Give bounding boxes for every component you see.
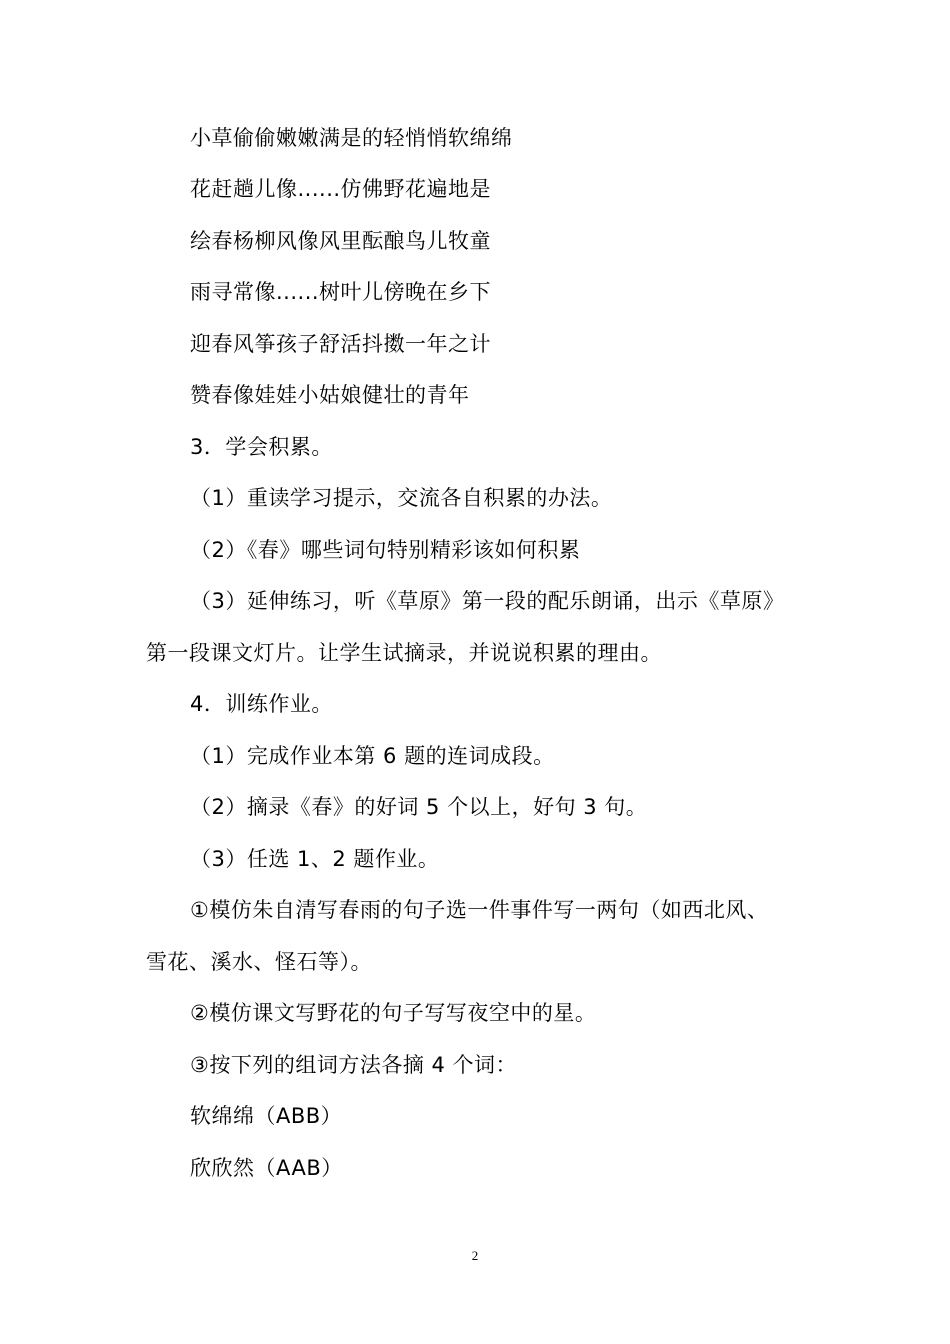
text-line: 第一段课文灯片。让学生试摘录，并说说积累的理由。 — [146, 641, 662, 665]
text-line: 小草偷偷嫩嫩满是的轻悄悄软绵绵 — [190, 126, 513, 150]
text-line: 赞春像娃娃小姑娘健壮的青年 — [190, 383, 470, 407]
text-line: 欣欣然（AAB） — [190, 1156, 343, 1180]
text-line: ③按下列的组词方法各摘 4 个词： — [190, 1053, 518, 1077]
text-line: ①模仿朱自清写春雨的句子选一件事件写一两句（如西北风、 — [190, 898, 769, 922]
text-line: （3）任选 1、2 题作业。 — [190, 847, 440, 871]
text-line: 花赶趟儿像......仿佛野花遍地是 — [190, 177, 492, 201]
text-line: （3）延伸练习，听《草原》第一段的配乐朗诵，出示《草原》 — [190, 589, 785, 613]
text-line: （1）重读学习提示，交流各自积累的办法。 — [190, 486, 613, 510]
text-line: 雪花、溪水、怪石等）。 — [146, 950, 372, 974]
text-line: 迎春风筝孩子舒活抖擞一年之计 — [190, 332, 491, 356]
text-line: （2）摘录《春》的好词 5 个以上，好句 3 句。 — [190, 795, 648, 819]
text-line: ②模仿课文写野花的句子写写夜空中的星。 — [190, 1001, 597, 1025]
page-number: 2 — [471, 1248, 479, 1263]
section-heading: 4．训练作业。 — [190, 692, 333, 716]
text-line: 绘春杨柳风像风里酝酿鸟儿牧童 — [190, 229, 491, 253]
section-heading: 3．学会积累。 — [190, 435, 333, 459]
text-line: （1）完成作业本第 6 题的连词成段。 — [190, 744, 555, 768]
text-line: （2）《春》哪些词句特别精彩该如何积累 — [190, 538, 581, 562]
text-line: 雨寻常像......树叶儿傍晚在乡下 — [190, 280, 492, 304]
text-line: 软绵绵（ABB） — [190, 1104, 343, 1128]
